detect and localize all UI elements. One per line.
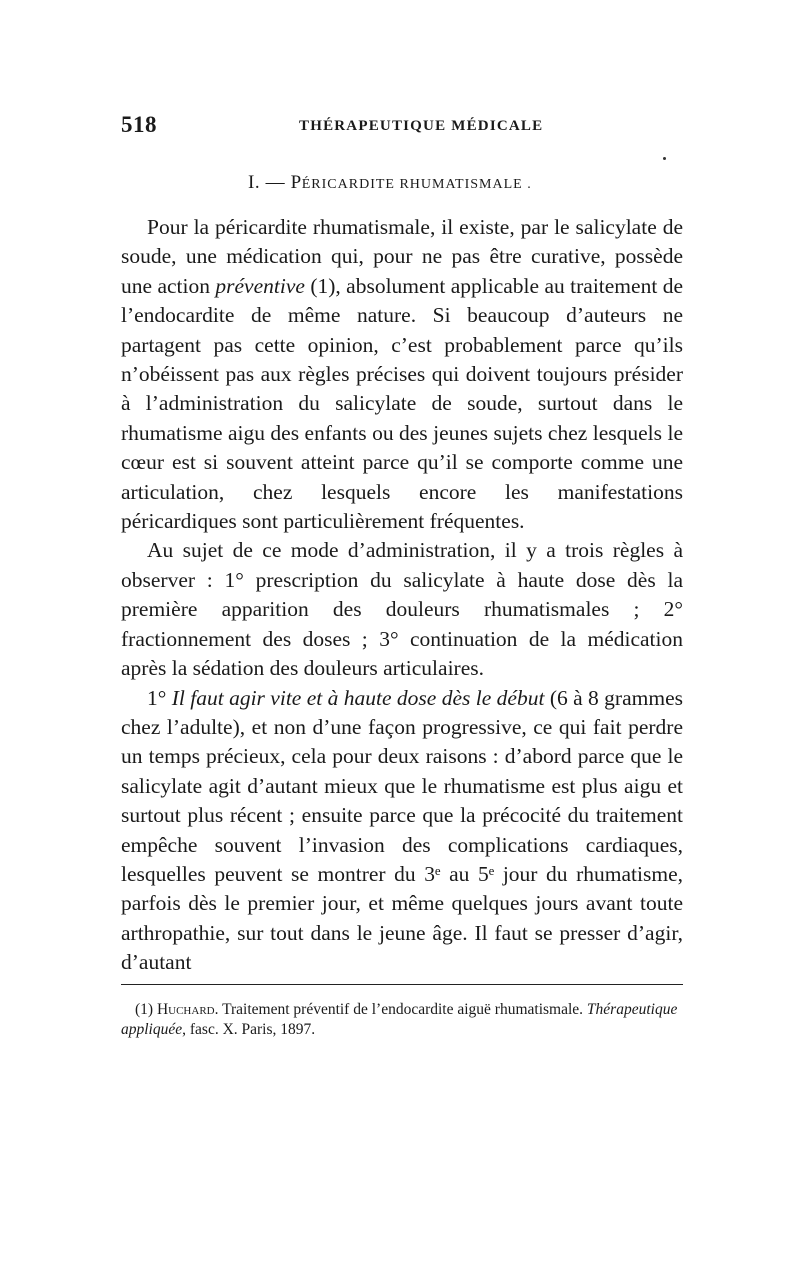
paragraph-1 (121, 213, 683, 536)
footnote-source: Thérapeutique appliquée (121, 1001, 678, 1038)
footnote (121, 1000, 683, 1040)
paragraph-2 (121, 536, 683, 683)
paragraph-2-text: Au sujet de ce mode d’administration, il y a trois règles à observer : 1° prescription du salicylate à haute dose dès la première apparition des douleurs rhumatismales ; 2° fractionnement des doses ; 3° continuation de la médication après la sédation des douleurs articulaires. (121, 538, 683, 681)
paragraph-1-text-a: Pour la péricardite rhumatismale, il existe, par le salicylate de soude, une médication qui, pour ne pas être curative, possède une action (121, 215, 683, 298)
footnote-text-b: , fasc. X. Paris, 1897. (182, 1021, 316, 1038)
body-text (121, 213, 683, 978)
footnote-text-a: Traitement préventif de l’endocardite aiguë rhumatismale. (218, 1001, 587, 1018)
paragraph-1-text-b: (1), absolument applicable au traitement de l’endocardite de même nature. Si beaucoup d’auteurs ne partagent pas cette opinion, c’est probablement parce qu’ils n’obéissent pas aux règles précises qui doivent toujours présider à l’administration du salicylate de soude, surtout dans le rhumatisme aigu des enfants ou des jeunes sujets chez lesquels le cœur est si souvent atteint parce qu’il se comporte comme une articulation, chez lesquels encore les manifestations péricardiques sont particulièrement fréquentes. (121, 273, 683, 534)
paragraph-1-emphasis: préventive (215, 273, 305, 298)
paragraph-3-lead: 1° (147, 685, 172, 710)
footnote-author: Huchard. (156, 1001, 219, 1018)
section-title (248, 172, 532, 194)
page-header (121, 112, 681, 142)
section-number: I. — (248, 172, 291, 193)
section-title-initial: P (290, 172, 302, 193)
paragraph-3 (121, 684, 683, 978)
running-title: THÉRAPEUTIQUE MÉDICALE (299, 118, 544, 134)
print-speck (663, 157, 666, 160)
paragraph-3-emphasis: Il faut agir vite et à haute dose dès le début (171, 685, 545, 710)
section-title-rest: ÉRICARDITE RHUMATISMALE . (301, 177, 532, 192)
paragraph-3-text: (6 à 8 grammes chez l’adulte), et non d’une façon progressive, ce qui fait perdre un temps précieux, cela pour deux raisons : d’abord parce que le salicylate agit d’autant mieux que le rhumatisme est plus aigu et surtout plus récent ; ensuite parce que la précocité du traitement empêche souvent l’invasion des complications cardiaques, lesquelles peuvent se montrer du 3ᵉ au 5ᵉ jour du rhumatisme, parfois dès le premier jour, et même quelques jours avant toute arthropathie, sur tout dans le jeune âge. Il faut se presser d’agir, d’autant (121, 685, 683, 975)
footnote-rule (121, 984, 683, 985)
page-number: 518 (121, 112, 157, 137)
footnote-marker: (1) (135, 1001, 157, 1018)
footnote-1 (121, 1000, 683, 1040)
